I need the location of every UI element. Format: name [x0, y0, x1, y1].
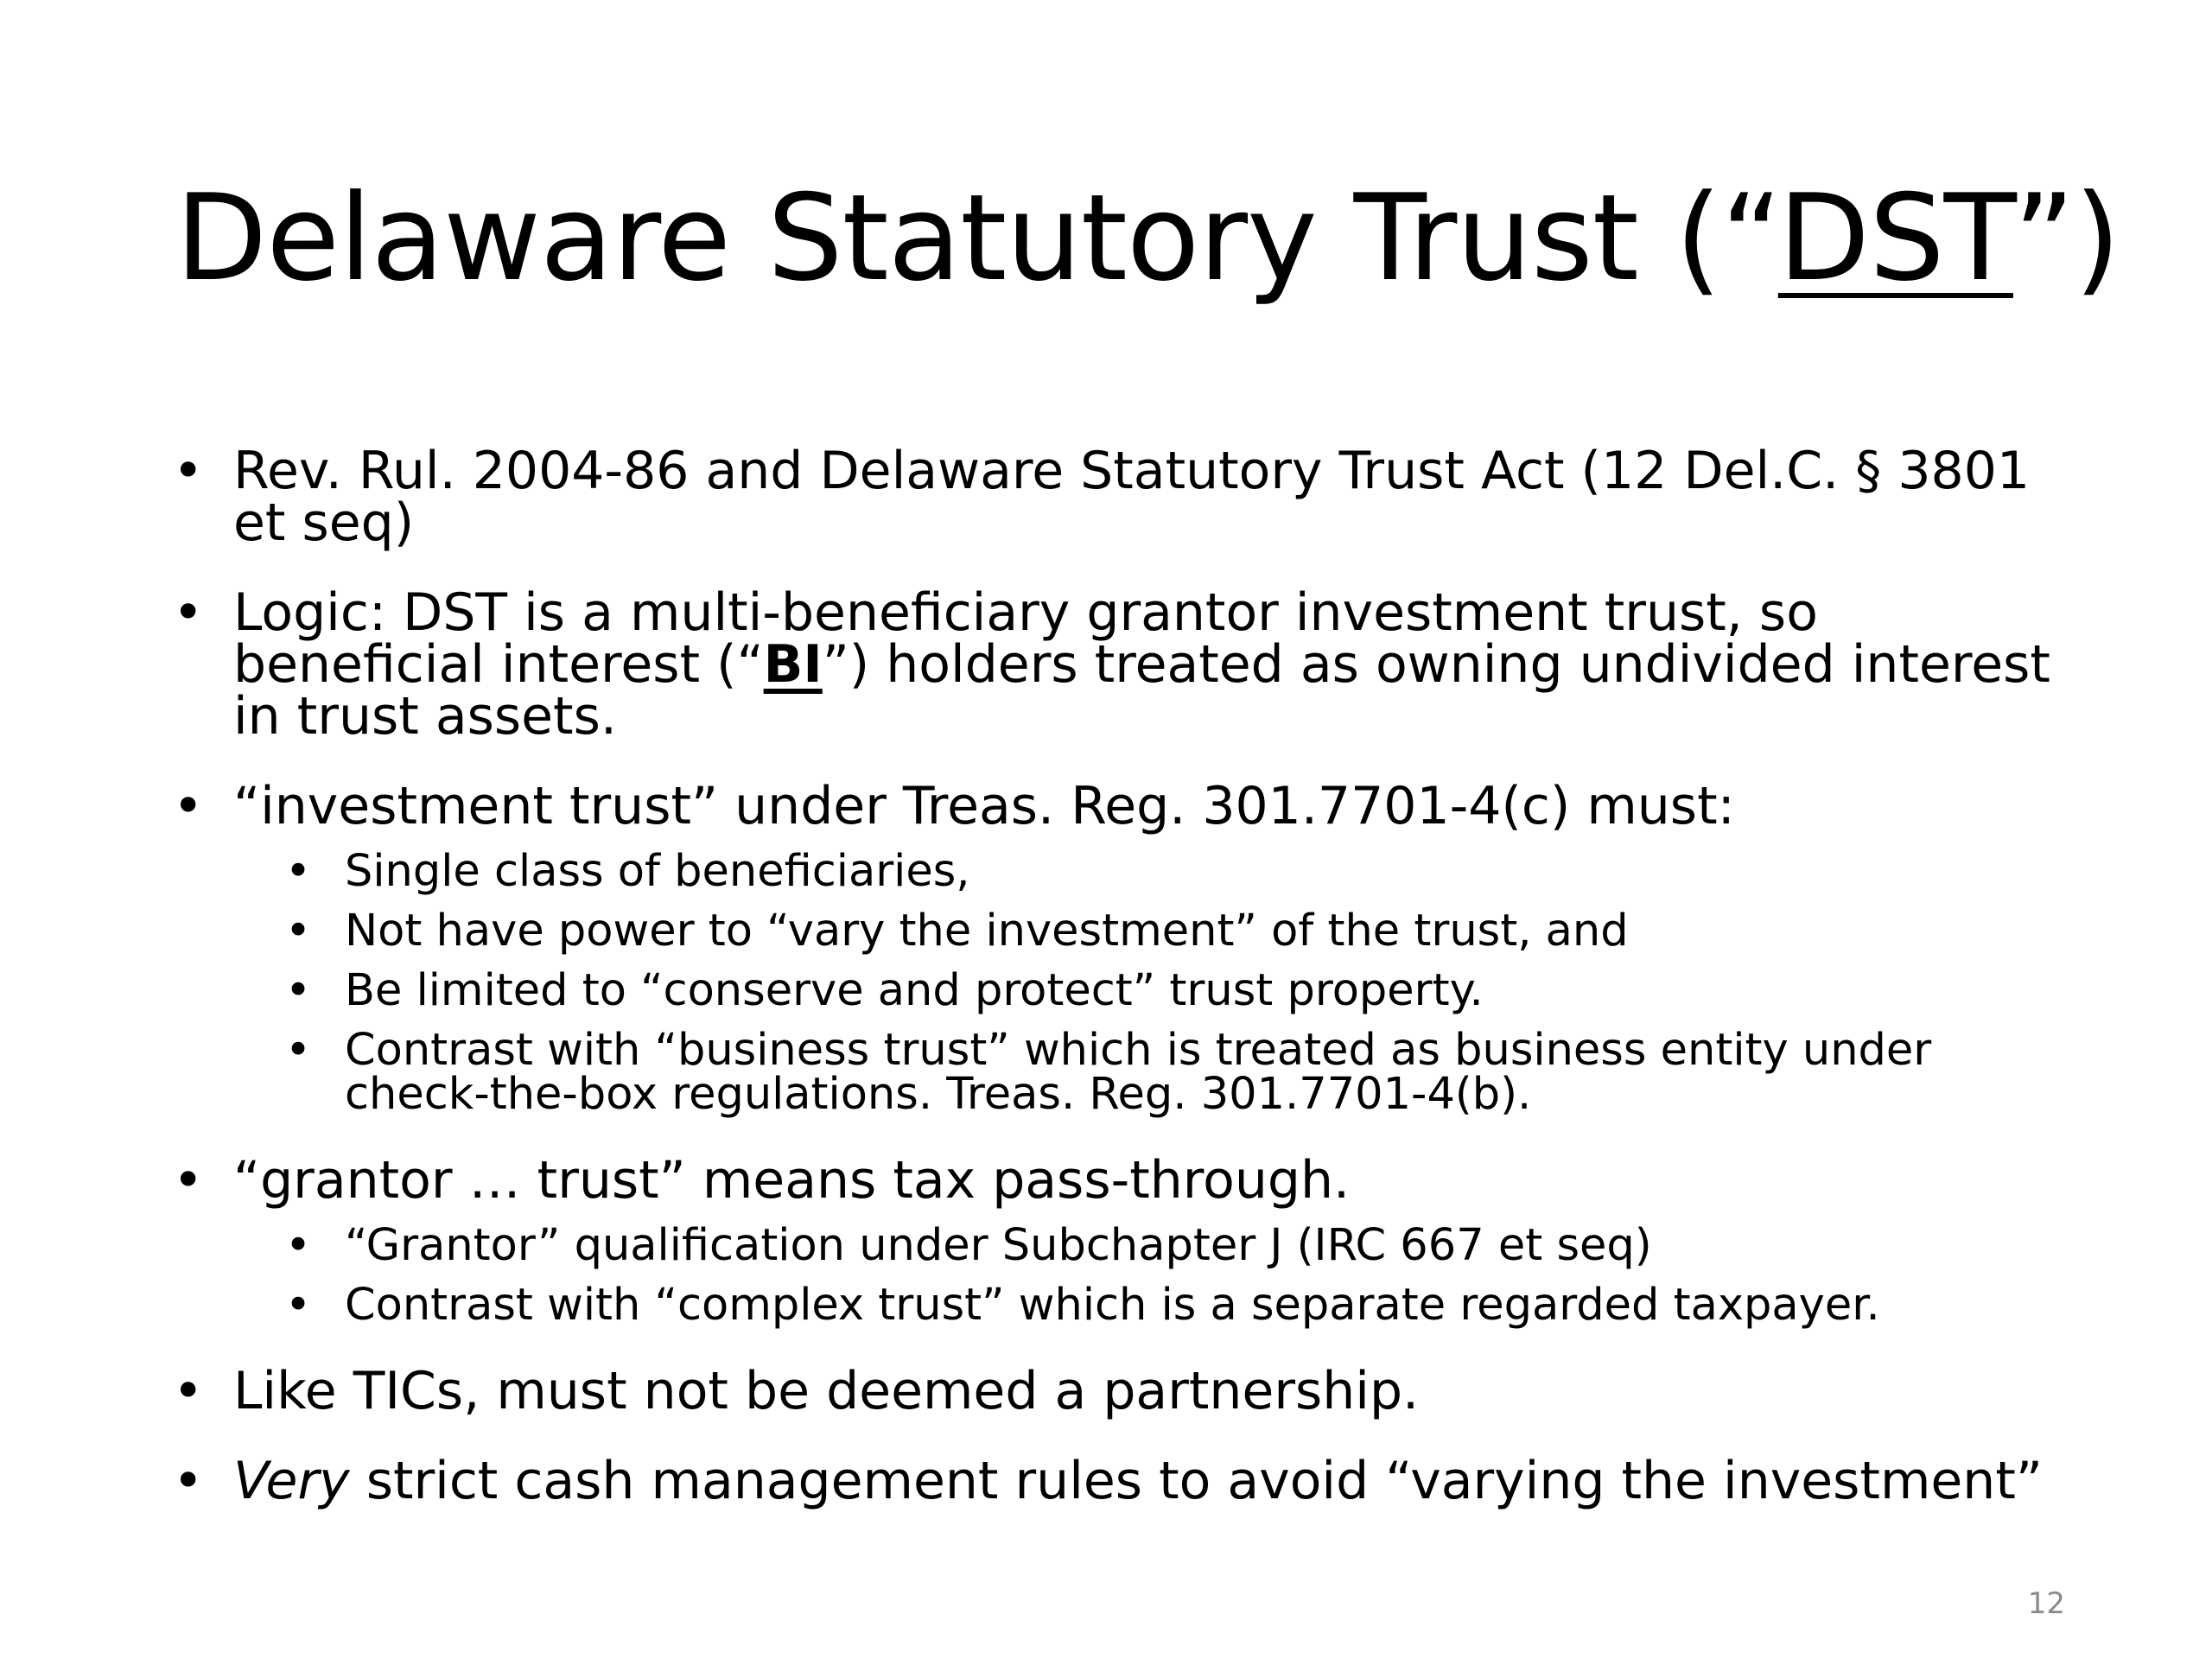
title-suffix: ”) [2012, 168, 2120, 308]
bullet-text: Like TICs, must not be deemed a partnership. [233, 1361, 1420, 1421]
bullet-cash-management [173, 1451, 2056, 1511]
slide-title [175, 168, 2120, 308]
sub-bullet-vary-investment [173, 906, 2056, 957]
sub-bullet-conserve-protect [173, 965, 2056, 1016]
emphasis-very: Very [233, 1451, 350, 1511]
sub-bullet-text: Contrast with “complex trust” which is a separate regarded taxpayer. [345, 1280, 1880, 1331]
sub-bullet-complex-trust [173, 1280, 2056, 1331]
sub-bullet-text: Be limited to “conserve and protect” trust property. [345, 965, 1484, 1016]
abbrev-bi: BI [763, 634, 823, 695]
bullet-list [173, 441, 2056, 1545]
title-abbrev-dst: DST [1777, 168, 2013, 308]
sub-bullet-single-class [173, 846, 2056, 897]
sub-bullet-text: Single class of beneficiaries, [345, 846, 970, 897]
sub-bullet-text: Contrast with “business trust” which is treated as business entity under check-the-box regulations. Treas. Reg. 301.7701-4(b). [345, 1025, 1932, 1120]
bullet-text-post: ”) holders treated as owning undivided interest in trust assets. [233, 634, 2050, 747]
sub-bullet-business-trust [173, 1025, 2056, 1120]
bullet-text-pre: Logic: DST is a multi-beneficiary grantor investment trust, so beneficial interest (“ [233, 582, 1818, 695]
bullet-text-rest: strict cash management rules to avoid “varying the investment” [349, 1451, 2043, 1511]
bullet-logic [173, 582, 2056, 747]
sub-bullet-grantor-qualification [173, 1220, 2056, 1271]
bullet-like-tics [173, 1361, 2056, 1421]
bullet-text: “investment trust” under Treas. Reg. 301.7701-4(c) must: [233, 776, 1735, 836]
sub-bullet-text: “Grantor” qualification under Subchapter J (IRC 667 et seq) [345, 1220, 1652, 1271]
bullet-rev-rul [173, 441, 2056, 553]
bullet-grantor-trust [173, 1150, 2056, 1211]
sub-bullet-text: Not have power to “vary the investment” of the trust, and [345, 906, 1629, 957]
bullet-text: Rev. Rul. 2004-86 and Delaware Statutory Trust Act (12 Del.C. § 3801 et seq) [233, 441, 2031, 553]
bullet-text: “grantor … trust” means tax pass-through. [233, 1150, 1351, 1211]
page-number: 12 [2027, 1586, 2065, 1621]
title-prefix: Delaware Statutory Trust (“ [175, 168, 1778, 308]
bullet-investment-trust [173, 776, 2056, 836]
